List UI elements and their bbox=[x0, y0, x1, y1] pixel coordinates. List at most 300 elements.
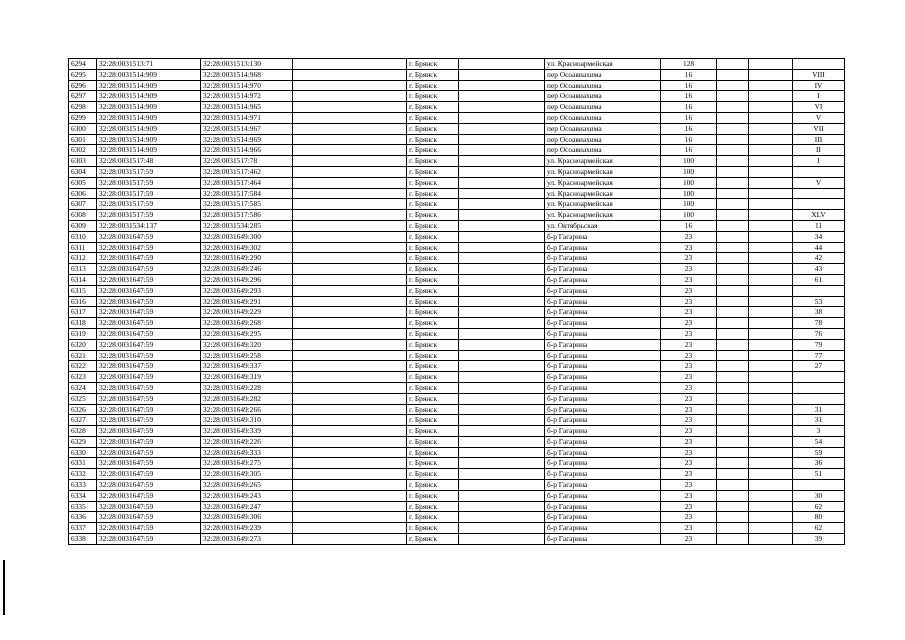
street-cell: б-р Гагарина bbox=[545, 523, 661, 534]
premises-number-cell: XLV bbox=[793, 210, 845, 221]
street-cell: б-р Гагарина bbox=[545, 339, 661, 350]
land-cadastral-number-cell: 32:28:0031514:909 bbox=[97, 134, 201, 145]
land-cadastral-number-cell: 32:28:0031517:48 bbox=[97, 156, 201, 167]
house-number-cell: 23 bbox=[661, 534, 717, 545]
blank-cell bbox=[459, 166, 545, 177]
blank-cell bbox=[749, 490, 793, 501]
blank-cell bbox=[293, 253, 407, 264]
blank-cell bbox=[459, 199, 545, 210]
blank-cell bbox=[717, 350, 749, 361]
row-number-cell: 6326 bbox=[69, 404, 97, 415]
object-cadastral-number-cell: 32:28:0031649:275 bbox=[201, 458, 293, 469]
premises-number-cell bbox=[793, 199, 845, 210]
blank-cell bbox=[293, 361, 407, 372]
blank-cell bbox=[717, 69, 749, 80]
object-cadastral-number-cell: 32:28:0031649:268 bbox=[201, 318, 293, 329]
blank-cell bbox=[293, 469, 407, 480]
house-number-cell: 23 bbox=[661, 480, 717, 491]
premises-number-cell: 39 bbox=[793, 534, 845, 545]
blank-cell bbox=[459, 361, 545, 372]
row-number-cell: 6325 bbox=[69, 393, 97, 404]
street-cell: б-р Гагарина bbox=[545, 393, 661, 404]
blank-cell bbox=[717, 382, 749, 393]
blank-cell bbox=[459, 242, 545, 253]
land-cadastral-number-cell: 32:28:0031647:59 bbox=[97, 296, 201, 307]
street-cell: б-р Гагарина bbox=[545, 274, 661, 285]
land-cadastral-number-cell: 32:28:0031647:59 bbox=[97, 285, 201, 296]
row-number-cell: 6300 bbox=[69, 123, 97, 134]
city-cell: г. Брянск bbox=[407, 134, 459, 145]
land-cadastral-number-cell: 32:28:0031514:909 bbox=[97, 102, 201, 113]
city-cell: г. Брянск bbox=[407, 480, 459, 491]
object-cadastral-number-cell: 32:28:0031649:273 bbox=[201, 534, 293, 545]
land-cadastral-number-cell: 32:28:0031647:59 bbox=[97, 264, 201, 275]
blank-cell bbox=[293, 134, 407, 145]
blank-cell bbox=[749, 296, 793, 307]
blank-cell bbox=[293, 112, 407, 123]
blank-cell bbox=[459, 339, 545, 350]
blank-cell bbox=[749, 382, 793, 393]
blank-cell bbox=[293, 210, 407, 221]
blank-cell bbox=[717, 264, 749, 275]
object-cadastral-number-cell: 32:28:0031649:258 bbox=[201, 350, 293, 361]
blank-cell bbox=[749, 69, 793, 80]
blank-cell bbox=[293, 501, 407, 512]
street-cell: б-р Гагарина bbox=[545, 415, 661, 426]
row-number-cell: 6296 bbox=[69, 80, 97, 91]
row-number-cell: 6319 bbox=[69, 328, 97, 339]
blank-cell bbox=[749, 534, 793, 545]
table-row bbox=[69, 469, 845, 480]
blank-cell bbox=[459, 69, 545, 80]
premises-number-cell: 11 bbox=[793, 220, 845, 231]
street-cell: ул. Октябрьская bbox=[545, 220, 661, 231]
city-cell: г. Брянск bbox=[407, 91, 459, 102]
house-number-cell: 23 bbox=[661, 307, 717, 318]
blank-cell bbox=[749, 393, 793, 404]
premises-number-cell: 78 bbox=[793, 318, 845, 329]
object-cadastral-number-cell: 32:28:0031514:968 bbox=[201, 69, 293, 80]
blank-cell bbox=[459, 512, 545, 523]
land-cadastral-number-cell: 32:28:0031514:909 bbox=[97, 91, 201, 102]
land-cadastral-number-cell: 32:28:0031647:59 bbox=[97, 307, 201, 318]
object-cadastral-number-cell: 32:28:0031649:226 bbox=[201, 436, 293, 447]
street-cell: б-р Гагарина bbox=[545, 447, 661, 458]
blank-cell bbox=[459, 145, 545, 156]
city-cell: г. Брянск bbox=[407, 361, 459, 372]
land-cadastral-number-cell: 32:28:0031647:59 bbox=[97, 523, 201, 534]
blank-cell bbox=[459, 134, 545, 145]
house-number-cell: 16 bbox=[661, 220, 717, 231]
row-number-cell: 6321 bbox=[69, 350, 97, 361]
house-number-cell: 16 bbox=[661, 102, 717, 113]
house-number-cell: 23 bbox=[661, 274, 717, 285]
blank-cell bbox=[717, 242, 749, 253]
row-number-cell: 6318 bbox=[69, 318, 97, 329]
property-registry-table bbox=[68, 58, 845, 545]
blank-cell bbox=[749, 264, 793, 275]
street-cell: б-р Гагарина bbox=[545, 318, 661, 329]
blank-cell bbox=[459, 436, 545, 447]
street-cell: б-р Гагарина bbox=[545, 480, 661, 491]
house-number-cell: 16 bbox=[661, 69, 717, 80]
blank-cell bbox=[293, 426, 407, 437]
object-cadastral-number-cell: 32:28:0031517:585 bbox=[201, 199, 293, 210]
blank-cell bbox=[717, 91, 749, 102]
object-cadastral-number-cell: 32:28:0031649:239 bbox=[201, 523, 293, 534]
city-cell: г. Брянск bbox=[407, 426, 459, 437]
land-cadastral-number-cell: 32:28:0031647:59 bbox=[97, 328, 201, 339]
object-cadastral-number-cell: 32:28:0031649:282 bbox=[201, 393, 293, 404]
city-cell: г. Брянск bbox=[407, 307, 459, 318]
registry-table-body bbox=[69, 59, 845, 545]
row-number-cell: 6315 bbox=[69, 285, 97, 296]
city-cell: г. Брянск bbox=[407, 264, 459, 275]
table-row bbox=[69, 501, 845, 512]
object-cadastral-number-cell: 32:28:0031649:305 bbox=[201, 469, 293, 480]
object-cadastral-number-cell: 32:28:0031649:265 bbox=[201, 480, 293, 491]
premises-number-cell: 42 bbox=[793, 253, 845, 264]
blank-cell bbox=[459, 501, 545, 512]
street-cell: б-р Гагарина bbox=[545, 436, 661, 447]
premises-number-cell: I bbox=[793, 156, 845, 167]
blank-cell bbox=[749, 145, 793, 156]
blank-cell bbox=[717, 361, 749, 372]
house-number-cell: 23 bbox=[661, 523, 717, 534]
blank-cell bbox=[717, 307, 749, 318]
house-number-cell: 23 bbox=[661, 458, 717, 469]
row-number-cell: 6322 bbox=[69, 361, 97, 372]
street-cell: б-р Гагарина bbox=[545, 231, 661, 242]
blank-cell bbox=[293, 447, 407, 458]
city-cell: г. Брянск bbox=[407, 242, 459, 253]
row-number-cell: 6316 bbox=[69, 296, 97, 307]
blank-cell bbox=[293, 404, 407, 415]
land-cadastral-number-cell: 32:28:0031647:59 bbox=[97, 339, 201, 350]
city-cell: г. Брянск bbox=[407, 102, 459, 113]
blank-cell bbox=[717, 296, 749, 307]
city-cell: г. Брянск bbox=[407, 80, 459, 91]
city-cell: г. Брянск bbox=[407, 415, 459, 426]
blank-cell bbox=[749, 102, 793, 113]
object-cadastral-number-cell: 32:28:0031649:320 bbox=[201, 339, 293, 350]
blank-cell bbox=[293, 382, 407, 393]
blank-cell bbox=[459, 415, 545, 426]
blank-cell bbox=[459, 123, 545, 134]
premises-number-cell: 77 bbox=[793, 350, 845, 361]
row-number-cell: 6294 bbox=[69, 59, 97, 70]
premises-number-cell: 51 bbox=[793, 469, 845, 480]
premises-number-cell: 62 bbox=[793, 523, 845, 534]
blank-cell bbox=[749, 242, 793, 253]
object-cadastral-number-cell: 32:28:0031649:300 bbox=[201, 231, 293, 242]
house-number-cell: 23 bbox=[661, 447, 717, 458]
premises-number-cell: 79 bbox=[793, 339, 845, 350]
blank-cell bbox=[459, 458, 545, 469]
blank-cell bbox=[293, 339, 407, 350]
blank-cell bbox=[459, 59, 545, 70]
blank-cell bbox=[293, 69, 407, 80]
row-number-cell: 6320 bbox=[69, 339, 97, 350]
city-cell: г. Брянск bbox=[407, 145, 459, 156]
street-cell: б-р Гагарина bbox=[545, 242, 661, 253]
row-number-cell: 6335 bbox=[69, 501, 97, 512]
street-cell: б-р Гагарина bbox=[545, 382, 661, 393]
row-number-cell: 6331 bbox=[69, 458, 97, 469]
blank-cell bbox=[293, 177, 407, 188]
land-cadastral-number-cell: 32:28:0031647:59 bbox=[97, 393, 201, 404]
row-number-cell: 6309 bbox=[69, 220, 97, 231]
table-row bbox=[69, 512, 845, 523]
table-row bbox=[69, 361, 845, 372]
city-cell: г. Брянск bbox=[407, 523, 459, 534]
city-cell: г. Брянск bbox=[407, 339, 459, 350]
blank-cell bbox=[717, 177, 749, 188]
city-cell: г. Брянск bbox=[407, 501, 459, 512]
blank-cell bbox=[717, 134, 749, 145]
house-number-cell: 23 bbox=[661, 415, 717, 426]
blank-cell bbox=[293, 102, 407, 113]
premises-number-cell: 53 bbox=[793, 296, 845, 307]
city-cell: г. Брянск bbox=[407, 447, 459, 458]
blank-cell bbox=[717, 80, 749, 91]
blank-cell bbox=[459, 285, 545, 296]
blank-cell bbox=[749, 458, 793, 469]
land-cadastral-number-cell: 32:28:0031517:59 bbox=[97, 166, 201, 177]
street-cell: пер Осоавиахима bbox=[545, 91, 661, 102]
land-cadastral-number-cell: 32:28:0031647:59 bbox=[97, 426, 201, 437]
premises-number-cell: 30 bbox=[793, 490, 845, 501]
house-number-cell: 23 bbox=[661, 404, 717, 415]
object-cadastral-number-cell: 32:28:0031649:228 bbox=[201, 382, 293, 393]
row-number-cell: 6330 bbox=[69, 447, 97, 458]
object-cadastral-number-cell: 32:28:0031649:291 bbox=[201, 296, 293, 307]
premises-number-cell: 34 bbox=[793, 231, 845, 242]
blank-cell bbox=[293, 372, 407, 383]
blank-cell bbox=[749, 177, 793, 188]
blank-cell bbox=[293, 166, 407, 177]
blank-cell bbox=[459, 296, 545, 307]
house-number-cell: 23 bbox=[661, 296, 717, 307]
table-row bbox=[69, 458, 845, 469]
table-row bbox=[69, 253, 845, 264]
blank-cell bbox=[717, 102, 749, 113]
object-cadastral-number-cell: 32:28:0031514:965 bbox=[201, 102, 293, 113]
blank-cell bbox=[717, 339, 749, 350]
blank-cell bbox=[749, 199, 793, 210]
row-number-cell: 6333 bbox=[69, 480, 97, 491]
blank-cell bbox=[459, 382, 545, 393]
table-row bbox=[69, 177, 845, 188]
street-cell: б-р Гагарина bbox=[545, 328, 661, 339]
object-cadastral-number-cell: 32:28:0031514:966 bbox=[201, 145, 293, 156]
object-cadastral-number-cell: 32:28:0031649:333 bbox=[201, 447, 293, 458]
object-cadastral-number-cell: 32:28:0031649:302 bbox=[201, 242, 293, 253]
blank-cell bbox=[749, 285, 793, 296]
city-cell: г. Брянск bbox=[407, 188, 459, 199]
blank-cell bbox=[293, 318, 407, 329]
blank-cell bbox=[749, 469, 793, 480]
blank-cell bbox=[749, 447, 793, 458]
row-number-cell: 6314 bbox=[69, 274, 97, 285]
city-cell: г. Брянск bbox=[407, 469, 459, 480]
blank-cell bbox=[293, 436, 407, 447]
house-number-cell: 16 bbox=[661, 145, 717, 156]
land-cadastral-number-cell: 32:28:0031647:59 bbox=[97, 512, 201, 523]
blank-cell bbox=[717, 156, 749, 167]
blank-cell bbox=[749, 404, 793, 415]
street-cell: ул. Красноармейская bbox=[545, 210, 661, 221]
blank-cell bbox=[749, 274, 793, 285]
blank-cell bbox=[749, 436, 793, 447]
table-row bbox=[69, 372, 845, 383]
blank-cell bbox=[717, 220, 749, 231]
house-number-cell: 23 bbox=[661, 253, 717, 264]
row-number-cell: 6307 bbox=[69, 199, 97, 210]
premises-number-cell: 31 bbox=[793, 404, 845, 415]
house-number-cell: 23 bbox=[661, 469, 717, 480]
premises-number-cell: IV bbox=[793, 80, 845, 91]
object-cadastral-number-cell: 32:28:0031649:293 bbox=[201, 285, 293, 296]
object-cadastral-number-cell: 32:28:0031649:266 bbox=[201, 404, 293, 415]
table-row bbox=[69, 231, 845, 242]
blank-cell bbox=[717, 328, 749, 339]
object-cadastral-number-cell: 32:28:0031517:462 bbox=[201, 166, 293, 177]
blank-cell bbox=[749, 112, 793, 123]
city-cell: г. Брянск bbox=[407, 69, 459, 80]
premises-number-cell: 36 bbox=[793, 458, 845, 469]
city-cell: г. Брянск bbox=[407, 231, 459, 242]
row-number-cell: 6306 bbox=[69, 188, 97, 199]
blank-cell bbox=[749, 80, 793, 91]
street-cell: пер Осоавиахима bbox=[545, 112, 661, 123]
street-cell: б-р Гагарина bbox=[545, 253, 661, 264]
blank-cell bbox=[293, 80, 407, 91]
city-cell: г. Брянск bbox=[407, 210, 459, 221]
street-cell: б-р Гагарина bbox=[545, 361, 661, 372]
house-number-cell: 23 bbox=[661, 285, 717, 296]
row-number-cell: 6332 bbox=[69, 469, 97, 480]
blank-cell bbox=[293, 59, 407, 70]
land-cadastral-number-cell: 32:28:0031514:909 bbox=[97, 112, 201, 123]
premises-number-cell bbox=[793, 480, 845, 491]
blank-cell bbox=[749, 91, 793, 102]
premises-number-cell: II bbox=[793, 145, 845, 156]
blank-cell bbox=[459, 102, 545, 113]
blank-cell bbox=[293, 296, 407, 307]
premises-number-cell: 38 bbox=[793, 307, 845, 318]
blank-cell bbox=[717, 415, 749, 426]
blank-cell bbox=[717, 480, 749, 491]
object-cadastral-number-cell: 32:28:0031514:969 bbox=[201, 134, 293, 145]
row-number-cell: 6328 bbox=[69, 426, 97, 437]
house-number-cell: 16 bbox=[661, 134, 717, 145]
row-number-cell: 6336 bbox=[69, 512, 97, 523]
blank-cell bbox=[459, 534, 545, 545]
street-cell: пер Осоавиахима bbox=[545, 80, 661, 91]
street-cell: б-р Гагарина bbox=[545, 372, 661, 383]
land-cadastral-number-cell: 32:28:0031514:909 bbox=[97, 69, 201, 80]
city-cell: г. Брянск bbox=[407, 490, 459, 501]
blank-cell bbox=[459, 274, 545, 285]
object-cadastral-number-cell: 32:28:0031649:310 bbox=[201, 415, 293, 426]
table-row bbox=[69, 91, 845, 102]
land-cadastral-number-cell: 32:28:0031514:909 bbox=[97, 145, 201, 156]
blank-cell bbox=[717, 469, 749, 480]
row-number-cell: 6295 bbox=[69, 69, 97, 80]
land-cadastral-number-cell: 32:28:0031647:59 bbox=[97, 480, 201, 491]
street-cell: б-р Гагарина bbox=[545, 350, 661, 361]
street-cell: б-р Гагарина bbox=[545, 469, 661, 480]
table-row bbox=[69, 69, 845, 80]
blank-cell bbox=[717, 404, 749, 415]
object-cadastral-number-cell: 32:28:0031517:584 bbox=[201, 188, 293, 199]
table-row bbox=[69, 112, 845, 123]
row-number-cell: 6303 bbox=[69, 156, 97, 167]
street-cell: ул. Красноармейская bbox=[545, 188, 661, 199]
premises-number-cell bbox=[793, 382, 845, 393]
blank-cell bbox=[749, 123, 793, 134]
street-cell: б-р Гагарина bbox=[545, 490, 661, 501]
house-number-cell: 23 bbox=[661, 264, 717, 275]
land-cadastral-number-cell: 32:28:0031647:59 bbox=[97, 447, 201, 458]
premises-number-cell: 54 bbox=[793, 436, 845, 447]
blank-cell bbox=[749, 501, 793, 512]
house-number-cell: 23 bbox=[661, 328, 717, 339]
blank-cell bbox=[293, 123, 407, 134]
object-cadastral-number-cell: 32:28:0031649:290 bbox=[201, 253, 293, 264]
premises-number-cell bbox=[793, 188, 845, 199]
blank-cell bbox=[459, 372, 545, 383]
house-number-cell: 23 bbox=[661, 393, 717, 404]
blank-cell bbox=[459, 490, 545, 501]
blank-cell bbox=[749, 426, 793, 437]
blank-cell bbox=[459, 447, 545, 458]
land-cadastral-number-cell: 32:28:0031647:59 bbox=[97, 350, 201, 361]
land-cadastral-number-cell: 32:28:0031513:71 bbox=[97, 59, 201, 70]
row-number-cell: 6310 bbox=[69, 231, 97, 242]
street-cell: ул. Красноармейская bbox=[545, 59, 661, 70]
row-number-cell: 6313 bbox=[69, 264, 97, 275]
object-cadastral-number-cell: 32:28:0031517:464 bbox=[201, 177, 293, 188]
land-cadastral-number-cell: 32:28:0031647:59 bbox=[97, 458, 201, 469]
blank-cell bbox=[459, 469, 545, 480]
blank-cell bbox=[717, 372, 749, 383]
house-number-cell: 16 bbox=[661, 123, 717, 134]
blank-cell bbox=[717, 426, 749, 437]
city-cell: г. Брянск bbox=[407, 393, 459, 404]
street-cell: ул. Красноармейская bbox=[545, 156, 661, 167]
table-row bbox=[69, 415, 845, 426]
land-cadastral-number-cell: 32:28:0031647:59 bbox=[97, 242, 201, 253]
row-number-cell: 6304 bbox=[69, 166, 97, 177]
premises-number-cell bbox=[793, 285, 845, 296]
land-cadastral-number-cell: 32:28:0031517:59 bbox=[97, 199, 201, 210]
object-cadastral-number-cell: 32:28:0031513:130 bbox=[201, 59, 293, 70]
blank-cell bbox=[749, 523, 793, 534]
blank-cell bbox=[293, 145, 407, 156]
house-number-cell: 16 bbox=[661, 91, 717, 102]
blank-cell bbox=[293, 350, 407, 361]
blank-cell bbox=[459, 480, 545, 491]
house-number-cell: 128 bbox=[661, 59, 717, 70]
street-cell: б-р Гагарина bbox=[545, 307, 661, 318]
blank-cell bbox=[749, 350, 793, 361]
blank-cell bbox=[293, 512, 407, 523]
street-cell: пер Осоавиахима bbox=[545, 145, 661, 156]
table-row bbox=[69, 404, 845, 415]
blank-cell bbox=[293, 415, 407, 426]
